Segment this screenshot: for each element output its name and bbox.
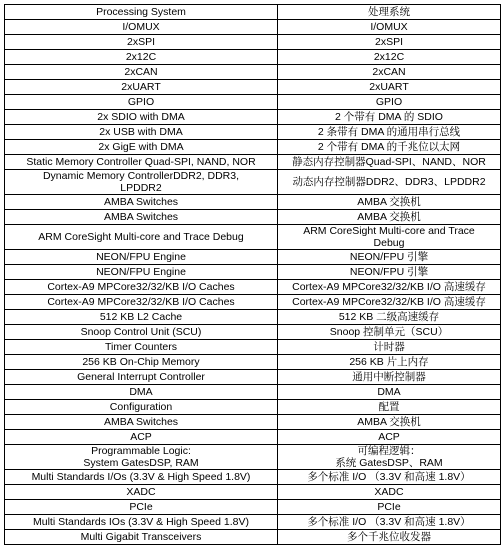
english-term-cell: Static Memory Controller Quad-SPI, NAND, NOR bbox=[5, 155, 278, 170]
en-cell-line: Programmable Logic: bbox=[91, 445, 191, 457]
table-row bbox=[5, 500, 501, 515]
table-row bbox=[5, 485, 501, 500]
english-term-cell: 2x GigE with DMA bbox=[5, 140, 278, 155]
table-row bbox=[5, 125, 501, 140]
chinese-term-cell: PCIe bbox=[278, 500, 501, 515]
chinese-term-cell: 512 KB 二级高速缓存 bbox=[278, 310, 501, 325]
table-row bbox=[5, 95, 501, 110]
chinese-term-cell bbox=[278, 445, 501, 470]
chinese-term-cell: Cortex-A9 MPCore32/32/KB I/O 高速缓存 bbox=[278, 280, 501, 295]
table-row bbox=[5, 225, 501, 250]
english-term-cell: 2x SDIO with DMA bbox=[5, 110, 278, 125]
table-row bbox=[5, 250, 501, 265]
table-row bbox=[5, 20, 501, 35]
english-term-cell: AMBA Switches bbox=[5, 195, 278, 210]
english-term-cell: NEON/FPU Engine bbox=[5, 265, 278, 280]
zh-cell-line: ARM CoreSight Multi-core and Trace bbox=[303, 225, 475, 237]
english-term-cell: Configuration bbox=[5, 400, 278, 415]
table-row bbox=[5, 370, 501, 385]
english-term-cell: GPIO bbox=[5, 95, 278, 110]
english-term-cell: Timer Counters bbox=[5, 340, 278, 355]
table-row bbox=[5, 210, 501, 225]
english-term-cell: 2x12C bbox=[5, 50, 278, 65]
english-term-cell bbox=[5, 445, 278, 470]
chinese-term-cell: AMBA 交换机 bbox=[278, 415, 501, 430]
spec-table bbox=[4, 4, 501, 545]
table-row bbox=[5, 195, 501, 210]
english-term-cell: AMBA Switches bbox=[5, 415, 278, 430]
chinese-term-cell: ACP bbox=[278, 430, 501, 445]
zh-cell-line: 系统 GatesDSP、RAM bbox=[335, 457, 443, 469]
english-term-cell: General Interrupt Controller bbox=[5, 370, 278, 385]
table-row bbox=[5, 80, 501, 95]
table-row bbox=[5, 415, 501, 430]
english-term-cell bbox=[5, 170, 278, 195]
english-term-cell: Cortex-A9 MPCore32/32/KB I/O Caches bbox=[5, 280, 278, 295]
english-term-cell: Multi Gigabit Transceivers bbox=[5, 530, 278, 545]
chinese-term-cell: AMBA 交换机 bbox=[278, 210, 501, 225]
table-row bbox=[5, 530, 501, 545]
table-row bbox=[5, 385, 501, 400]
table-row bbox=[5, 155, 501, 170]
english-term-cell: AMBA Switches bbox=[5, 210, 278, 225]
chinese-term-cell: 计时器 bbox=[278, 340, 501, 355]
table-row bbox=[5, 355, 501, 370]
english-term-cell: Multi Standards I/Os (3.3V & High Speed 1.8V) bbox=[5, 470, 278, 485]
table-row bbox=[5, 400, 501, 415]
table-row bbox=[5, 515, 501, 530]
english-term-cell: Multi Standards IOs (3.3V & High Speed 1.8V) bbox=[5, 515, 278, 530]
chinese-term-cell: GPIO bbox=[278, 95, 501, 110]
table-row bbox=[5, 65, 501, 80]
chinese-term-cell: 多个千兆位收发器 bbox=[278, 530, 501, 545]
chinese-term-cell: 256 KB 片上内存 bbox=[278, 355, 501, 370]
table-row bbox=[5, 170, 501, 195]
english-term-cell: Cortex-A9 MPCore32/32/KB I/O Caches bbox=[5, 295, 278, 310]
chinese-term-cell bbox=[278, 225, 501, 250]
chinese-term-cell: I/OMUX bbox=[278, 20, 501, 35]
chinese-term-cell: 2 个带有 DMA 的 SDIO bbox=[278, 110, 501, 125]
table-row bbox=[5, 265, 501, 280]
english-term-cell: DMA bbox=[5, 385, 278, 400]
en-cell-line: System GatesDSP, RAM bbox=[83, 457, 199, 469]
chinese-term-cell: 配置 bbox=[278, 400, 501, 415]
chinese-term-cell: NEON/FPU 引擎 bbox=[278, 265, 501, 280]
table-row bbox=[5, 470, 501, 485]
english-term-cell: NEON/FPU Engine bbox=[5, 250, 278, 265]
chinese-term-cell: 2 条带有 DMA 的通用串行总线 bbox=[278, 125, 501, 140]
chinese-term-cell: NEON/FPU 引擎 bbox=[278, 250, 501, 265]
english-term-cell: Snoop Control Unit (SCU) bbox=[5, 325, 278, 340]
table-row bbox=[5, 340, 501, 355]
english-term-cell: I/OMUX bbox=[5, 20, 278, 35]
en-cell-line: Dynamic Memory ControllerDDR2, DDR3, bbox=[42, 170, 240, 182]
chinese-term-cell: 处理系统 bbox=[278, 5, 501, 20]
english-term-cell: 2xCAN bbox=[5, 65, 278, 80]
chinese-term-cell: 2xCAN bbox=[278, 65, 501, 80]
chinese-term-cell: 2 个带有 DMA 的千兆位以太网 bbox=[278, 140, 501, 155]
table-row bbox=[5, 325, 501, 340]
english-term-cell: XADC bbox=[5, 485, 278, 500]
chinese-term-cell: 静态内存控制器Quad-SPI、NAND、NOR bbox=[278, 155, 501, 170]
chinese-term-cell: 2xUART bbox=[278, 80, 501, 95]
chinese-term-cell: 动态内存控制器DDR2、DDR3、LPDDR2 bbox=[278, 170, 501, 195]
table-row bbox=[5, 445, 501, 470]
english-term-cell: 2xUART bbox=[5, 80, 278, 95]
chinese-term-cell: Snoop 控制单元（SCU） bbox=[278, 325, 501, 340]
table-row bbox=[5, 295, 501, 310]
spec-table-body bbox=[5, 5, 501, 545]
chinese-term-cell: 多个标准 I/O （3.3V 和高速 1.8V） bbox=[278, 470, 501, 485]
chinese-term-cell: Cortex-A9 MPCore32/32/KB I/O 高速缓存 bbox=[278, 295, 501, 310]
english-term-cell: 512 KB L2 Cache bbox=[5, 310, 278, 325]
english-term-cell: 2xSPI bbox=[5, 35, 278, 50]
chinese-term-cell: 2xSPI bbox=[278, 35, 501, 50]
spec-table-container bbox=[4, 4, 500, 545]
zh-cell-line: Debug bbox=[373, 237, 405, 249]
table-row bbox=[5, 280, 501, 295]
chinese-term-cell: 2x12C bbox=[278, 50, 501, 65]
english-term-cell: 256 KB On-Chip Memory bbox=[5, 355, 278, 370]
chinese-term-cell: DMA bbox=[278, 385, 501, 400]
en-cell-line: LPDDR2 bbox=[120, 182, 162, 194]
english-term-cell: Processing System bbox=[5, 5, 278, 20]
chinese-term-cell: AMBA 交换机 bbox=[278, 195, 501, 210]
english-term-cell: ARM CoreSight Multi-core and Trace Debug bbox=[5, 225, 278, 250]
english-term-cell: ACP bbox=[5, 430, 278, 445]
table-row bbox=[5, 5, 501, 20]
english-term-cell: PCIe bbox=[5, 500, 278, 515]
table-row bbox=[5, 140, 501, 155]
chinese-term-cell: 多个标准 I/O （3.3V 和高速 1.8V） bbox=[278, 515, 501, 530]
table-row bbox=[5, 110, 501, 125]
table-row bbox=[5, 35, 501, 50]
chinese-term-cell: XADC bbox=[278, 485, 501, 500]
table-row bbox=[5, 430, 501, 445]
table-row bbox=[5, 310, 501, 325]
chinese-term-cell: 通用中断控制器 bbox=[278, 370, 501, 385]
table-row bbox=[5, 50, 501, 65]
english-term-cell: 2x USB with DMA bbox=[5, 125, 278, 140]
zh-cell-line: 可编程逻辑： bbox=[357, 445, 421, 457]
